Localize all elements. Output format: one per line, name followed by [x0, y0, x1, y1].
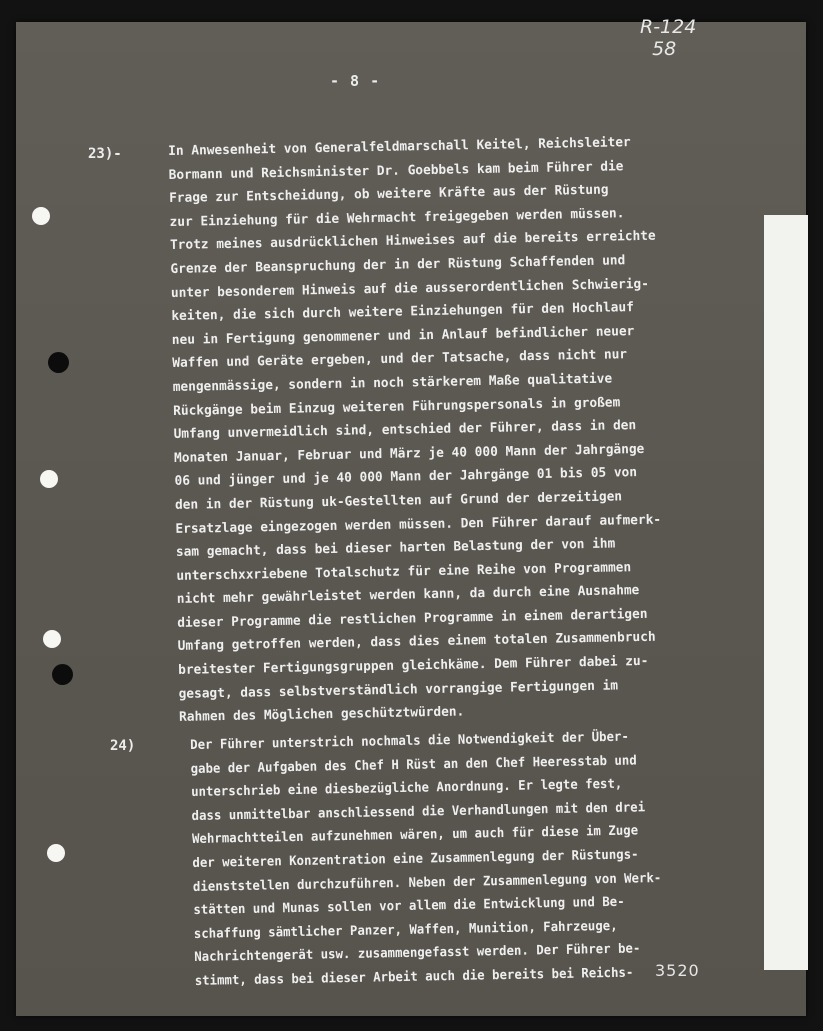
text-line: Nachrichtengerät usw. zusammengefasst werden. Der Führer be- — [194, 941, 641, 966]
punch-hole — [52, 664, 73, 685]
text-line: gesagt, dass selbstverständlich vorrangige Fertigungen im — [178, 678, 619, 702]
archive-mark-line1: R-124 — [640, 16, 697, 38]
document-number: 3520 — [655, 961, 700, 980]
text-line: Umfang getroffen werden, dass dies einem totalen Zusammenbruch — [177, 630, 656, 655]
text-line: dieser Programme die restlichen Programme in einem derartigen — [177, 606, 648, 631]
text-line: Der Führer unterstrich nochmals die Notwendigkeit der Über- — [190, 729, 629, 753]
text-line: dass unmittelbar anschliessend die Verhandlungen mit den drei — [191, 800, 646, 824]
text-line: Ersatzlage eingezogen werden müssen. Den Führer darauf aufmerk- — [175, 512, 662, 537]
text-line: Waffen und Geräte ergeben, und der Tatsache, dass nicht nur — [172, 347, 628, 372]
text-line: neu in Fertigung genommener und in Anlauf befindlicher neuer — [171, 323, 635, 348]
text-line: Grenze der Beanspruchung der in der Rüstung Schaffenden und — [170, 253, 626, 277]
punch-hole — [40, 470, 58, 488]
archive-mark — [640, 16, 696, 60]
text-line: Rückgänge beim Einzug weiteren Führungspersonals in großem — [173, 394, 621, 419]
text-line: breitester Fertigungsgruppen gleichkäme. Dem Führer dabei zu- — [178, 653, 649, 678]
text-line: zur Einziehung für die Wehrmacht freigegeben werden müssen. — [169, 206, 625, 230]
text-line: Frage zur Entscheidung, ob weitere Kräfte aus der Rüstung — [168, 182, 609, 207]
text-line: nicht mehr gewährleistet werden kann, da durch eine Ausnahme — [176, 583, 640, 608]
section-24-paragraph — [190, 725, 663, 993]
text-line: schaffung sämtlicher Panzer, Waffen, Munition, Fahrzeuge, — [193, 918, 618, 942]
text-line: 06 und jünger und je 40 000 Mann der Jahrgänge 01 bis 05 von — [174, 465, 638, 490]
text-line: Wehrmachtteilen aufzunehmen wären, um auch für diese im Zuge — [191, 823, 639, 848]
section-23-paragraph — [168, 131, 665, 730]
text-line: gabe der Aufgaben des Chef H Rüst an den Chef Heeresstab und — [190, 753, 637, 777]
text-line: sam gemacht, dass bei dieser harten Belastung der von ihm — [175, 536, 616, 561]
text-line: dienststellen durchzuführen. Neben der Zusammenlegung von Werk- — [192, 870, 662, 895]
text-line: unterschxxriebene Totalschutz für eine Reihe von Programmen — [176, 559, 632, 584]
archive-mark-line2: 58 — [652, 38, 677, 60]
text-line: stimmt, dass bei dieser Arbeit auch die bereits bei Reichs- — [194, 965, 634, 989]
page-edge-strip — [764, 215, 808, 970]
text-line: stätten und Munas sollen vor allem die Entwicklung und Be- — [193, 894, 625, 919]
page-number: - 8 - — [330, 72, 381, 90]
punch-hole — [43, 630, 61, 648]
text-line: unter besonderem Hinweis auf die ausserordentlichen Schwierig- — [170, 276, 649, 301]
text-line: Rahmen des Möglichen geschütztwürden. — [178, 704, 465, 726]
text-line: Trotz meines ausdrücklichen Hinweises auf die bereits erreichte — [169, 229, 656, 254]
text-line: Monaten Januar, Februar und März je 40 000 Mann der Jahrgänge — [173, 441, 645, 466]
text-line: In Anwesenheit von Generalfeldmarschall Keitel, Reichsleiter — [168, 135, 631, 159]
punch-hole — [47, 844, 65, 862]
punch-hole — [32, 207, 50, 225]
text-line: Umfang unvermeidlich sind, entschied der Führer, dass in den — [173, 418, 637, 443]
text-line: unterschrieb eine diesbezügliche Anordnung. Er legte fest, — [190, 776, 623, 801]
section-number-24: 24) — [110, 738, 136, 754]
text-line: der weiteren Konzentration eine Zusammenlegung der Rüstungs- — [192, 847, 639, 871]
text-line: den in der Rüstung uk-Gestellten auf Grund der derzeitigen — [174, 489, 623, 513]
punch-hole — [48, 352, 69, 373]
text-line: Bormann und Reichsminister Dr. Goebbels kam beim Führer die — [168, 158, 624, 183]
section-number-23: 23)- — [88, 146, 122, 162]
text-line: mengenmässige, sondern in noch stärkerem Maße qualitative — [172, 371, 613, 395]
text-line: keiten, die sich durch weitere Einziehungen für den Hochlauf — [171, 300, 635, 325]
